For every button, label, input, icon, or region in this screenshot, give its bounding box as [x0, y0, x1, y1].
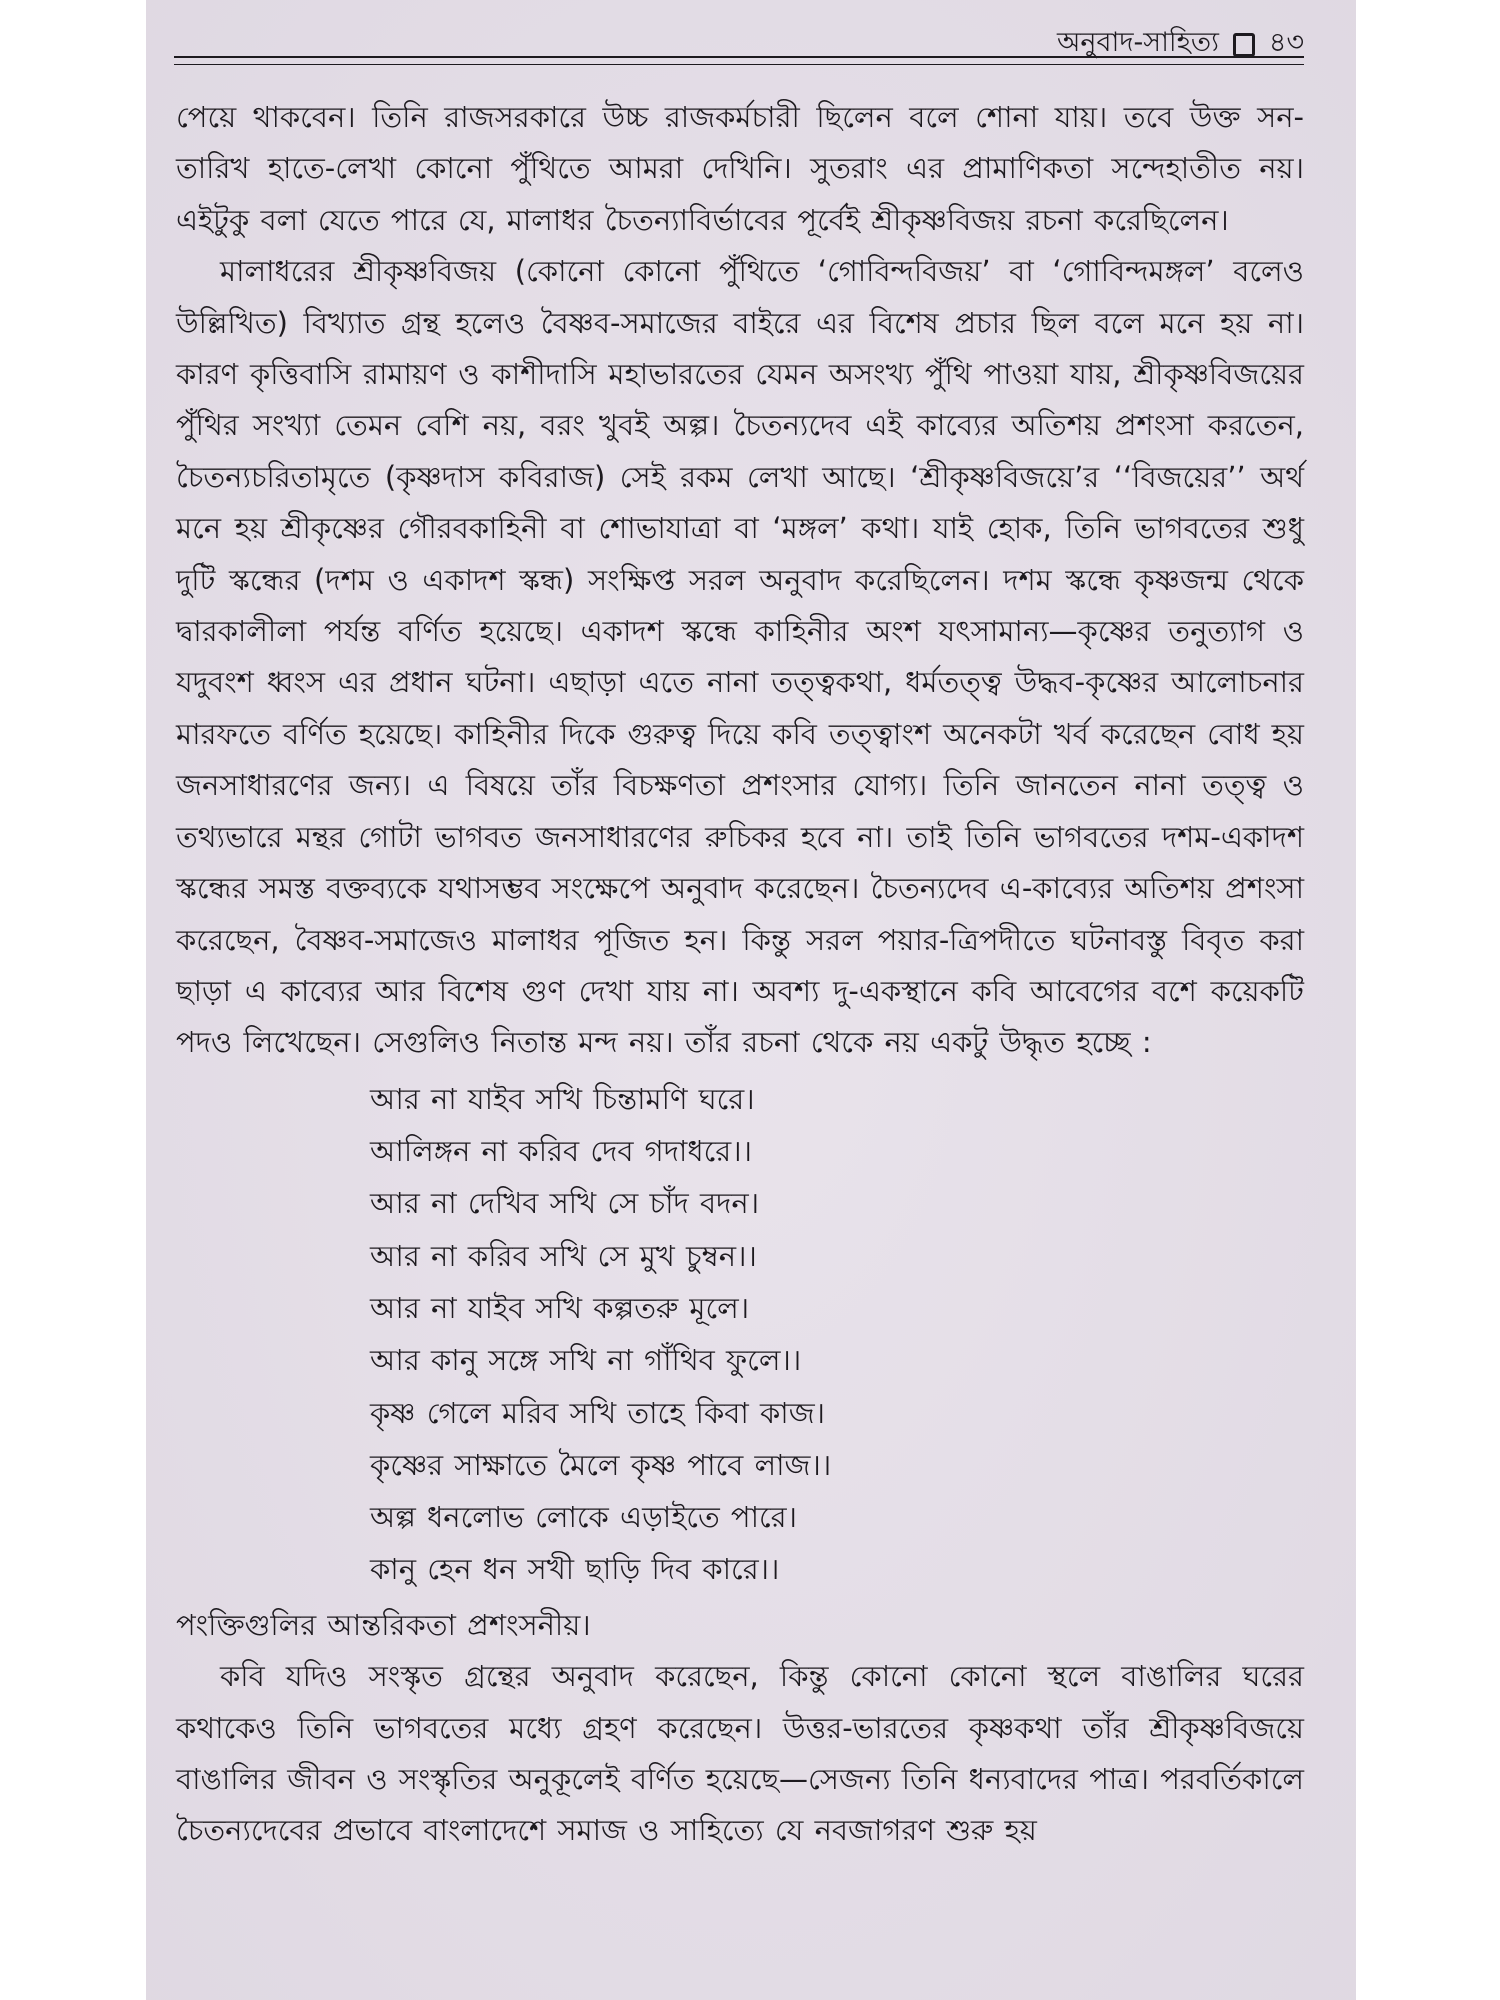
paragraph-final: কবি যদিও সংস্কৃত গ্রন্থের অনুবাদ করেছেন, কিন্তু কোনো কোনো স্থলে বাঙালির ঘরের কথাকেও তিনি ভাগবতের মধ্যে গ্রহণ করেছেন। উত্তর-ভারতের কৃষ্ণকথা তাঁর শ্রীকৃষ্ণবিজয়ে বাঙালির জীবন ও সংস্কৃতির অনুকূলেই বর্ণিত হয়েছে—সেজন্য তিনি ধন্যবাদের পাত্র। পরবর্তিকালে চৈতন্যদেবের প্রভাবে বাংলাদেশে সমাজ ও সাহিত্যে যে নবজাগরণ শুরু হয়: [176, 1659, 1305, 1848]
scan-margin-right: [1356, 0, 1500, 2000]
verse-line: কৃষ্ণ গেলে মরিব সখি তাহে কিবা কাজ।: [370, 1395, 826, 1430]
verse-line: অল্প ধনলোভ লোকে এড়াইতে পারে।: [370, 1500, 798, 1535]
running-header: [1057, 22, 1304, 67]
verse-line: আর না করিব সখি সে মুখ চুম্বন।।: [370, 1238, 757, 1273]
verse-line: আর না যাইব সখি চিন্তামণি ঘরে।: [370, 1081, 755, 1116]
page-number: ৪৩: [1268, 27, 1304, 58]
box-bullet-icon: [1233, 33, 1255, 57]
scan-margin-left: [0, 0, 146, 2000]
running-title: অনুবাদ-সাহিত্য: [1056, 27, 1219, 58]
verse-line: আর না যাইব সখি কল্পতরু মূলে।: [370, 1290, 750, 1325]
page-body: [176, 92, 1304, 1857]
paragraph-continued: পেয়ে থাকবেন। তিনি রাজসরকারে উচ্চ রাজকর্মচারী ছিলেন বলে শোনা যায়। তবে উক্ত সন-তারিখ হাতে-লেখা কোনো পুঁথিতে আমরা দেখিনি। সুতরাং এর প্রামাণিকতা সন্দেহাতীত নয়। এইটুকু বলা যেতে পারে যে, মালাধর চৈতন্যাবির্ভাবের পূর্বেই শ্রীকৃষ্ণবিজয় রচনা করেছিলেন।: [176, 100, 1304, 237]
verse-block: [370, 1073, 1304, 1596]
book-page: [146, 0, 1356, 2000]
after-verse-line: পংক্তিগুলির আন্তরিকতা প্রশংসনীয়।: [176, 1607, 591, 1642]
paragraph-main: মালাধরের শ্রীকৃষ্ণবিজয় (কোনো কোনো পুঁথিতে ‘গোবিন্দবিজয়’ বা ‘গোবিন্দমঙ্গল’ বলেও উল্লিখিত) বিখ্যাত গ্রন্থ হলেও বৈষ্ণব-সমাজের বাইরে এর বিশেষ প্রচার ছিল বলে মনে হয় না। কারণ কৃত্তিবাসি রামায়ণ ও কাশীদাসি মহাভারতের যেমন অসংখ্য পুঁথি পাওয়া যায়, শ্রীকৃষ্ণবিজয়ের পুঁথির সংখ্যা তেমন বেশি নয়, বরং খুবই অল্প। চৈতন্যদেব এই কাব্যের অতিশয় প্রশংসা করতেন, চৈতন্যচরিতামৃতে (কৃষ্ণদাস কবিরাজ) সেই রকম লেখা আছে। ‘শ্রীকৃষ্ণবিজয়ে’র ‘‘বিজয়ের’’ অর্থ মনে হয় শ্রীকৃষ্ণের গৌরবকাহিনী বা শোভাযাত্রা বা ‘মঙ্গল’ কথা। যাই হোক, তিনি ভাগবতের শুধু দুটি স্কন্ধের (দশম ও একাদশ স্কন্ধ) সংক্ষিপ্ত সরল অনুবাদ করেছিলেন। দশম স্কন্ধে কৃষ্ণজন্ম থেকে দ্বারকালীলা পর্যন্ত বর্ণিত হয়েছে। একাদশ স্কন্ধে কাহিনীর অংশ যৎসামান্য—কৃষ্ণের তনুত্যাগ ও যদুবংশ ধ্বংস এর প্রধান ঘটনা। এছাড়া এতে নানা তত্ত্বকথা, ধর্মতত্ত্ব উদ্ধব-কৃষ্ণের আলোচনার মারফতে বর্ণিত হয়েছে। কাহিনীর দিকে গুরুত্ব দিয়ে কবি তত্ত্বাংশ অনেকটা খর্ব করেছেন বোধ হয় জনসাধারণের জন্য। এ বিষয়ে তাঁর বিচক্ষণতা প্রশংসার যোগ্য। তিনি জানতেন নানা তত্ত্ব ও তথ্যভারে মন্থর গোটা ভাগবত জনসাধারণের রুচিকর হবে না। তাই তিনি ভাগবতের দশম-একাদশ স্কন্ধের সমস্ত বক্তব্যকে যথাসম্ভব সংক্ষেপে অনুবাদ করেছেন। চৈতন্যদেব এ-কাব্যের অতিশয় প্রশংসা করেছেন, বৈষ্ণব-সমাজেও মালাধর পূজিত হন। কিন্তু সরল পয়ার-ত্রিপদীতে ঘটনাবস্তু বিবৃত করা ছাড়া এ কাব্যের আর বিশেষ গুণ দেখা যায় না। অবশ্য দু-একস্থানে কবি আবেগের বশে কয়েকটি পদও লিখেছেন। সেগুলিও নিতান্ত মন্দ নয়। তাঁর রচনা থেকে নয় একটু উদ্ধৃত হচ্ছে :: [176, 254, 1304, 1060]
verse-line: কৃষ্ণের সাক্ষাতে মৈলে কৃষ্ণ পাবে লাজ।।: [370, 1447, 832, 1482]
verse-line: আলিঙ্গন না করিব দেব গদাধরে।।: [370, 1134, 752, 1169]
verse-line: আর কানু সঙ্গে সখি না গাঁথিব ফুলে।।: [370, 1343, 802, 1378]
verse-line: কানু হেন ধন সখী ছাড়ি দিব কারে।।: [370, 1552, 780, 1587]
verse-line: আর না দেখিব সখি সে চাঁদ বদন।: [370, 1186, 760, 1221]
